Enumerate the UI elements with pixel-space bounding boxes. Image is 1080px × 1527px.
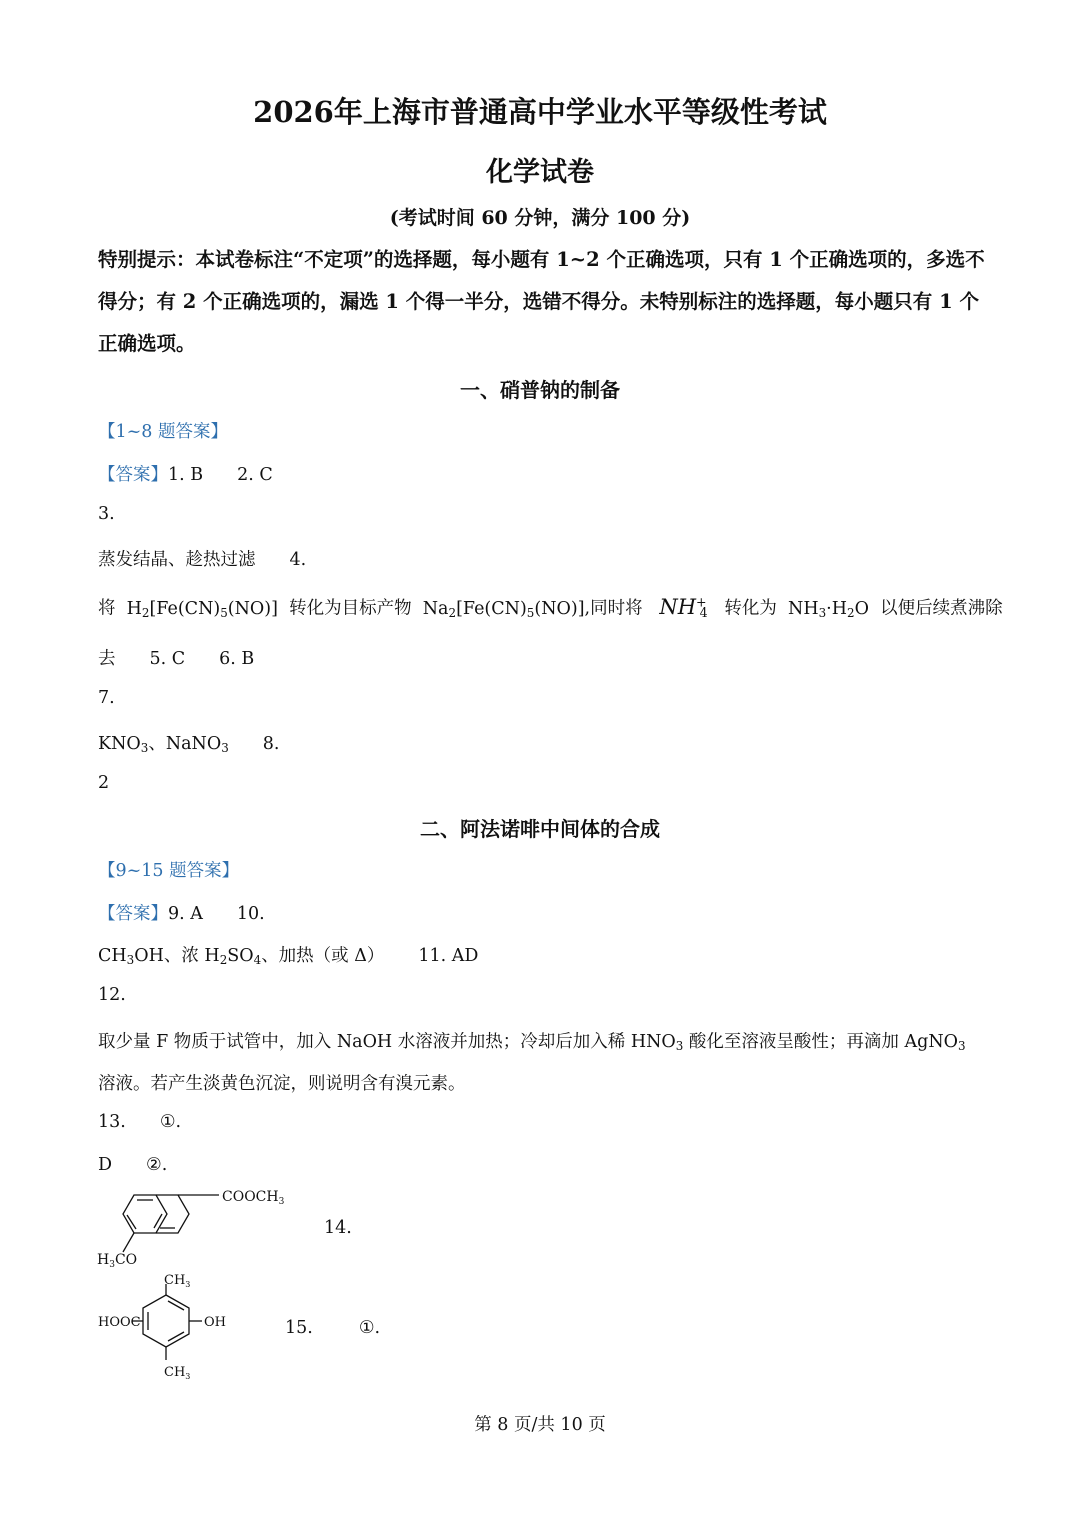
- answer-q6: 6. B: [219, 649, 255, 669]
- svg-text:COOCH3: $COOCH_3$: [222, 1189, 285, 1207]
- formula-h2so4: $H_2SO_4$: [204, 946, 262, 967]
- question-number-15: 15.: [285, 1318, 313, 1338]
- label-oh: OH: [204, 1315, 226, 1330]
- answer-q1: 1. B: [168, 465, 204, 485]
- exam-time: (考试时间 60 分钟，满分 100 分): [389, 207, 691, 229]
- section-heading-2: 二、阿法诺啡中间体的合成: [420, 817, 660, 841]
- question-number-3: 3.: [98, 504, 115, 524]
- answer-q9: 9. A: [168, 904, 203, 924]
- question-number-13: 13.: [98, 1112, 126, 1132]
- formula-kno3: $KNO_3$: [98, 734, 149, 755]
- answer-line-9: [98, 900, 265, 925]
- answer-q8: 2: [98, 773, 110, 793]
- label-ch3-top: CH: [164, 1273, 186, 1288]
- paper-subtitle: 化学试卷: [486, 157, 594, 188]
- answer-q4-text: 将: [98, 598, 116, 619]
- answer-line-13: [98, 1112, 181, 1132]
- svg-text:CH3: $CH_3$: [164, 1365, 191, 1381]
- answer-range-label-1: 【1~8 题答案】: [98, 422, 228, 442]
- special-notice: 特别提示：本试卷标注“不定项”的选择题，每小题有 1~2 个正确选项，只有 1 个正确选项的，多选不得分；有 2 个正确选项的，漏选 1 个得一半分，选错不得分。未特别标注的选择题，每小题只有 1 个正确选项。: [98, 248, 985, 355]
- question-number-8: 8.: [262, 734, 280, 754]
- structure-methoxy-dihydronaphthalene: [94, 1185, 304, 1275]
- answer-q4-text: 以便后续煮沸除: [880, 598, 1003, 619]
- answer-line-12: [98, 1028, 966, 1053]
- svg-text:H3CO: $H_3CO$: [97, 1252, 138, 1270]
- answer-line-1-2: [98, 461, 273, 486]
- answer-q4-text: ,同时将: [584, 598, 643, 619]
- answer-q11: 11. AD: [418, 946, 479, 966]
- answer-q12-text: 取少量 F 物质于试管中，加入 NaOH 水溶液并加热；冷却后加入稀: [98, 1032, 626, 1052]
- label-hooc: HOOC: [98, 1315, 141, 1330]
- question-number-14: 14.: [324, 1218, 352, 1238]
- page-footer: 第 8 页/共 10 页: [474, 1415, 606, 1435]
- question-number-10: 10.: [236, 904, 265, 924]
- answer-q10-text: 、浓: [163, 946, 199, 966]
- part-marker-2: ②.: [146, 1155, 168, 1175]
- answer-line-15: [285, 1318, 380, 1338]
- formula-methanol: $CH_3OH$: [98, 946, 164, 967]
- formula-nano3: NaNO$_3$: [165, 734, 229, 755]
- answer-q3: 蒸发结晶、趁热过滤: [98, 550, 256, 570]
- answer-range-label-2: 【9~15 题答案】: [98, 861, 240, 881]
- separator: 、: [148, 734, 166, 754]
- answer-q4-text: 转化为目标产物: [289, 598, 412, 619]
- page-title: 2026年上海市普通高中学业水平等级性考试: [253, 95, 827, 129]
- answer-q4-text: 转化为: [724, 598, 777, 619]
- answer-line-4: [98, 594, 1003, 620]
- structure-hydroxy-dimethylbenzoic-acid: [94, 1270, 264, 1385]
- part-marker-15-1: ①.: [358, 1318, 381, 1338]
- answer-q2: 2. C: [237, 465, 273, 485]
- answer-q4-text: 去: [98, 649, 116, 669]
- section-heading-1: 一、硝普钠的制备: [460, 378, 620, 402]
- formula-ammonia-hydrate: $NH_3\cdot H_2O$: [788, 598, 869, 620]
- answer-tag: 【答案】: [98, 904, 168, 924]
- answer-q5: 5. C: [149, 649, 186, 669]
- formula-h2-nitroprusside: $H_2[Fe(CN)_5(NO)]$: [126, 598, 278, 620]
- answer-q13-1: D: [98, 1155, 113, 1175]
- answer-q12-text: 酸化至溶液呈酸性；再滴加: [688, 1032, 899, 1052]
- answer-line-7: [98, 730, 280, 755]
- label-ch3-bottom: CH: [164, 1365, 186, 1380]
- question-number-12: 12.: [98, 985, 126, 1005]
- answer-line-5-6: [98, 645, 254, 670]
- question-number-4: 4.: [289, 550, 307, 570]
- formula-agno3: AgNO$_3$: [904, 1032, 966, 1053]
- formula-hno3: $HNO_3$: [630, 1032, 684, 1053]
- part-marker-1: ①.: [159, 1112, 182, 1132]
- formula-na2-nitroprusside: $Na_2[Fe(CN)_5(NO)]$: [422, 598, 585, 620]
- answer-tag: 【答案】: [98, 465, 168, 485]
- label-h3co: H: [97, 1252, 110, 1268]
- answer-q12-cont: 溶液。若产生淡黄色沉淀，则说明含有溴元素。: [98, 1074, 466, 1094]
- answer-line-10: [98, 942, 478, 967]
- formula-ammonium: NH+4: [659, 594, 708, 621]
- label-cooch3: COOCH: [222, 1189, 279, 1205]
- svg-text:CH3: $CH_3$: [164, 1273, 191, 1289]
- answer-line-13b: [98, 1155, 167, 1175]
- answer-line-3: [98, 546, 306, 571]
- question-number-7: 7.: [98, 688, 115, 708]
- answer-q10-text: 、加热（或 Δ）: [261, 946, 385, 966]
